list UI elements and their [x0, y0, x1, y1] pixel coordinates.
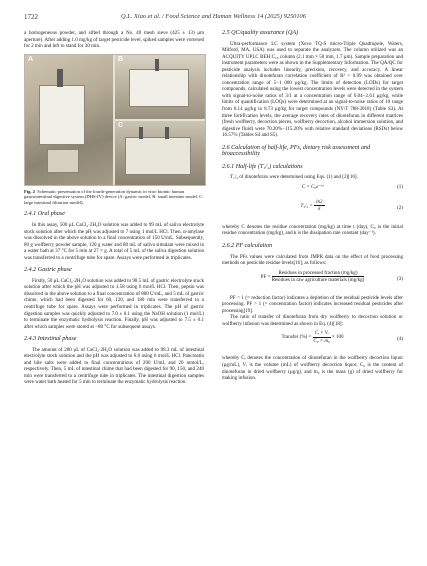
- heading-2-6: 2.6 Calculation of half-life, PFs, dietary risk assessment and bioaccessibility: [222, 144, 371, 158]
- gastric-model-device: [39, 85, 85, 145]
- heading-2-4-2: 2.4.2 Gastric phase: [24, 267, 72, 274]
- equation-4-rhs: × 100: [331, 334, 344, 341]
- equation-2-number: (2): [397, 204, 403, 211]
- panel-label-c: C: [118, 121, 124, 129]
- equation-3: [222, 270, 403, 292]
- equation-3-number: (3): [397, 275, 403, 282]
- equation-3-denominator: Residues in raw agriculture materials (mg/kg): [271, 277, 365, 284]
- pf-paragraph-1: The PFs values were calculated from JMPR data on the effect of food processing methods on pesticide residue levels[16], as follows:: [222, 253, 403, 267]
- equation-2: [222, 199, 403, 221]
- page-header: [24, 13, 403, 23]
- equation-2-lhs: T₁/₂ =: [300, 203, 313, 210]
- left-column: [24, 30, 204, 386]
- page-number: 1722: [24, 13, 38, 21]
- heading-2-6-2: 2.6.2 PF calculation: [222, 243, 273, 250]
- oral-phase-paragraph: In this assay, 500 μL CaCl₂·2H₂O solution was added to 99 mL of saliva electrolyte stock solution after which the pH was adjusted to 7 using 1 mol/L HCl. Then, α-amylase was dissolved in the above solution to a final concentration of 150 U/mL. Subsequently, 80 g wolfberry powder sample, 120 g water and 80 mL of saliva simulant were mixed in a water bath at 37 °C for 5 min at 27 × g. A total of 5 mL of the saliva digestion solution was transferred to a centrifuge tube for spare. Assays were performed in triplicates.: [24, 221, 204, 261]
- small-intestine-model-device: [129, 69, 189, 107]
- equation-1: [222, 184, 403, 196]
- half-life-explanation: whereby C denotes the residue concentration (mg/kg) at time t (day), C₀ is the initial residue concentration (mg/kg), and k is the dissipation rate constant (day⁻¹).: [222, 223, 403, 237]
- equation-2-numerator: ln2: [316, 198, 323, 205]
- equation-4-numerator: Cᵢ × Vᵢ: [314, 330, 329, 337]
- equation-4-lhs: Transfer (%) =: [281, 334, 312, 341]
- equation-4-denominator: C₀ × m₀: [313, 337, 330, 344]
- equation-2-denominator: k: [318, 206, 321, 213]
- intro-paragraph: a homogeneous powder, and sifted through a No. 40 mesh sieve (425 ± 13) μm aperture). After adding 1.0 mg/kg of target pesticide level, spiked samples were vortexed for 2 min and left to stand for 30 min.: [24, 30, 204, 50]
- figure-panel-b: [115, 55, 205, 119]
- figure-2-caption: Fig. 2 Schematic presentation of the fourth-generation dynamic in vitro biomic human gastrointestinal digestive system (DHS-IV) device (A: gastric model, B: small intestine model, C: large intestinal filtration model).: [24, 188, 204, 205]
- intestinal-phase-paragraph: The amount of 200 μL of CaCl₂·2H₂O solution was added to 98.3 mL of intestinal electrolyte stock solution and the pH was adjusted to 6.8 using 6 mol/L HCl. Pancreatin and bile salts were added to final concentrations of 200 U/mL and 20 mmol/L, respectively. Then, 5 mL of intestinal chime that had been digested for 90, 150, and 240 min were transferred to a centrifuge tube in triplicates. The intestinal digestion samples were water bath heated for 5 min to terminate the enzymatic hydrolysis reaction.: [24, 346, 204, 386]
- equation-3-lhs: PF =: [260, 273, 271, 280]
- pf-paragraph-2: PF < 1 (= reduction factor) indicates a depletion of the residual pesticide levels after processing. PF > 1 (= concentration factor) indicates increased residual pesticides after processing[19].: [222, 294, 403, 314]
- equation-1-number: (1): [397, 183, 403, 190]
- figure-panel-c: [115, 121, 205, 185]
- heading-2-6-1: 2.6.1 Half-life (T₁/₂) calculations: [222, 163, 303, 170]
- equation-4-number: (4): [397, 336, 403, 343]
- heading-2-4-1: 2.4.1 Oral phase: [24, 211, 65, 218]
- qa-paragraph: Ultra-performance LC system (Xevo TQ-S micro-Triple Quadrupole, Waters, Milford, MA, USA) was used to separate the analyzers. The column utilized was an ACQUITY UPLC BEH C₁₈ column (2.1 mm × 50 mm, 1.7 μm). Sample preparation and instrument parameters were as shown in the Supplementary Information. The QA/QC for pesticide analysis includes linearity, precision, recovery, and accuracy. A linear relationship with dinotefuran correlation coefficient of R² > 0.99 was obtained over concentration range of 5−1 000 μg/kg. The limits of detection (LODs) for target compounds, calculated using the lowest concentration levels were detected in the system with signal-to-noise ratios of 3/1 at a concentration range of 0.04−2.61 μg/kg, while limits of quantification (LOQs) were determined at an signal-to-noise ratios of 10 range from 0.14 μg/kg to 8.73 μg/kg for target compounds (NY/T 788-2018) (Table S3). At three fortification levels, the average recovery rates of dinotefuran in different matrices (fresh wolfberry, decoction pieces, wolfberry decoction, alcohol immersion solution, and digestive fluid) were 70.20%−115.20% with relative standard deviations (RSDs) below 16.57% (Tables S4 and S5).: [222, 40, 403, 139]
- transfer-explanation: whereby Cᵢ denotes the concentration of dinotefuran in the wolfberry decoction liquor (μg/mL), Vᵢ is the volume (mL) of wolfberry decoction liquor, C₀ is the content of dinotefuran in dried wolfberry (μg/g), and m₀ is the mass (g) of dried wolfberry for making infusion.: [222, 355, 403, 382]
- journal-citation: Q.L. Xiao et al. / Food Science and Human Wellness 14 (2025) 9250106: [121, 13, 306, 20]
- figure-panel-a: [25, 55, 113, 185]
- equation-1-formula: C = C₀e⁻ᵏᵗ: [301, 183, 324, 190]
- pf-paragraph-3: The ratio of transfer of dinotefuran from dry wolfberry to decoction solution or wolfberry infusion was determined as shown in Eq. (4)[18]:: [222, 314, 403, 327]
- panel-label-b: B: [118, 55, 124, 63]
- equation-3-numerator: Residues in processed fraction (mg/kg): [272, 270, 365, 278]
- heading-2-5: 2.5 QC/quality assurance (QA): [222, 30, 299, 36]
- large-intestine-filtration-device: [125, 137, 191, 175]
- gastric-phase-paragraph: Firstly, 50 μL CaCl₂·2H₂O solution was added to 98.5 mL of gastric electrolyte stock solution after which the pH was adjusted to 1.58 using 6 mol/L HCl. Then, pepsin was dissolved in the above solution to a final concentration of 800 U/mL, and 5 mL of gastric chime, which had been digested for 60, 120, and 180 min were transferred to a centrifuge tube for spare. Assays were performed in triplicates. The pH of gastric digestion samples was quickly adjusted to 7.0 ± 0.1 using the NaOH solution (1 mol/L) to terminate the enzymatic hydrolysis reaction. Finally, pH was adjusted to 7.5 ± 0.1 after which samples were stored at −80 °C for subsequent assays.: [24, 277, 204, 330]
- right-column: [222, 30, 403, 382]
- half-life-intro: T₁/₂ of dinotefuran were determined using Eqs. (1) and (2)[16].: [230, 174, 358, 181]
- panel-label-a: A: [28, 55, 34, 63]
- heading-2-4-3: 2.4.3 Intestinal phase: [24, 336, 77, 343]
- figure-2-image: [24, 54, 206, 186]
- equation-4: [222, 330, 403, 352]
